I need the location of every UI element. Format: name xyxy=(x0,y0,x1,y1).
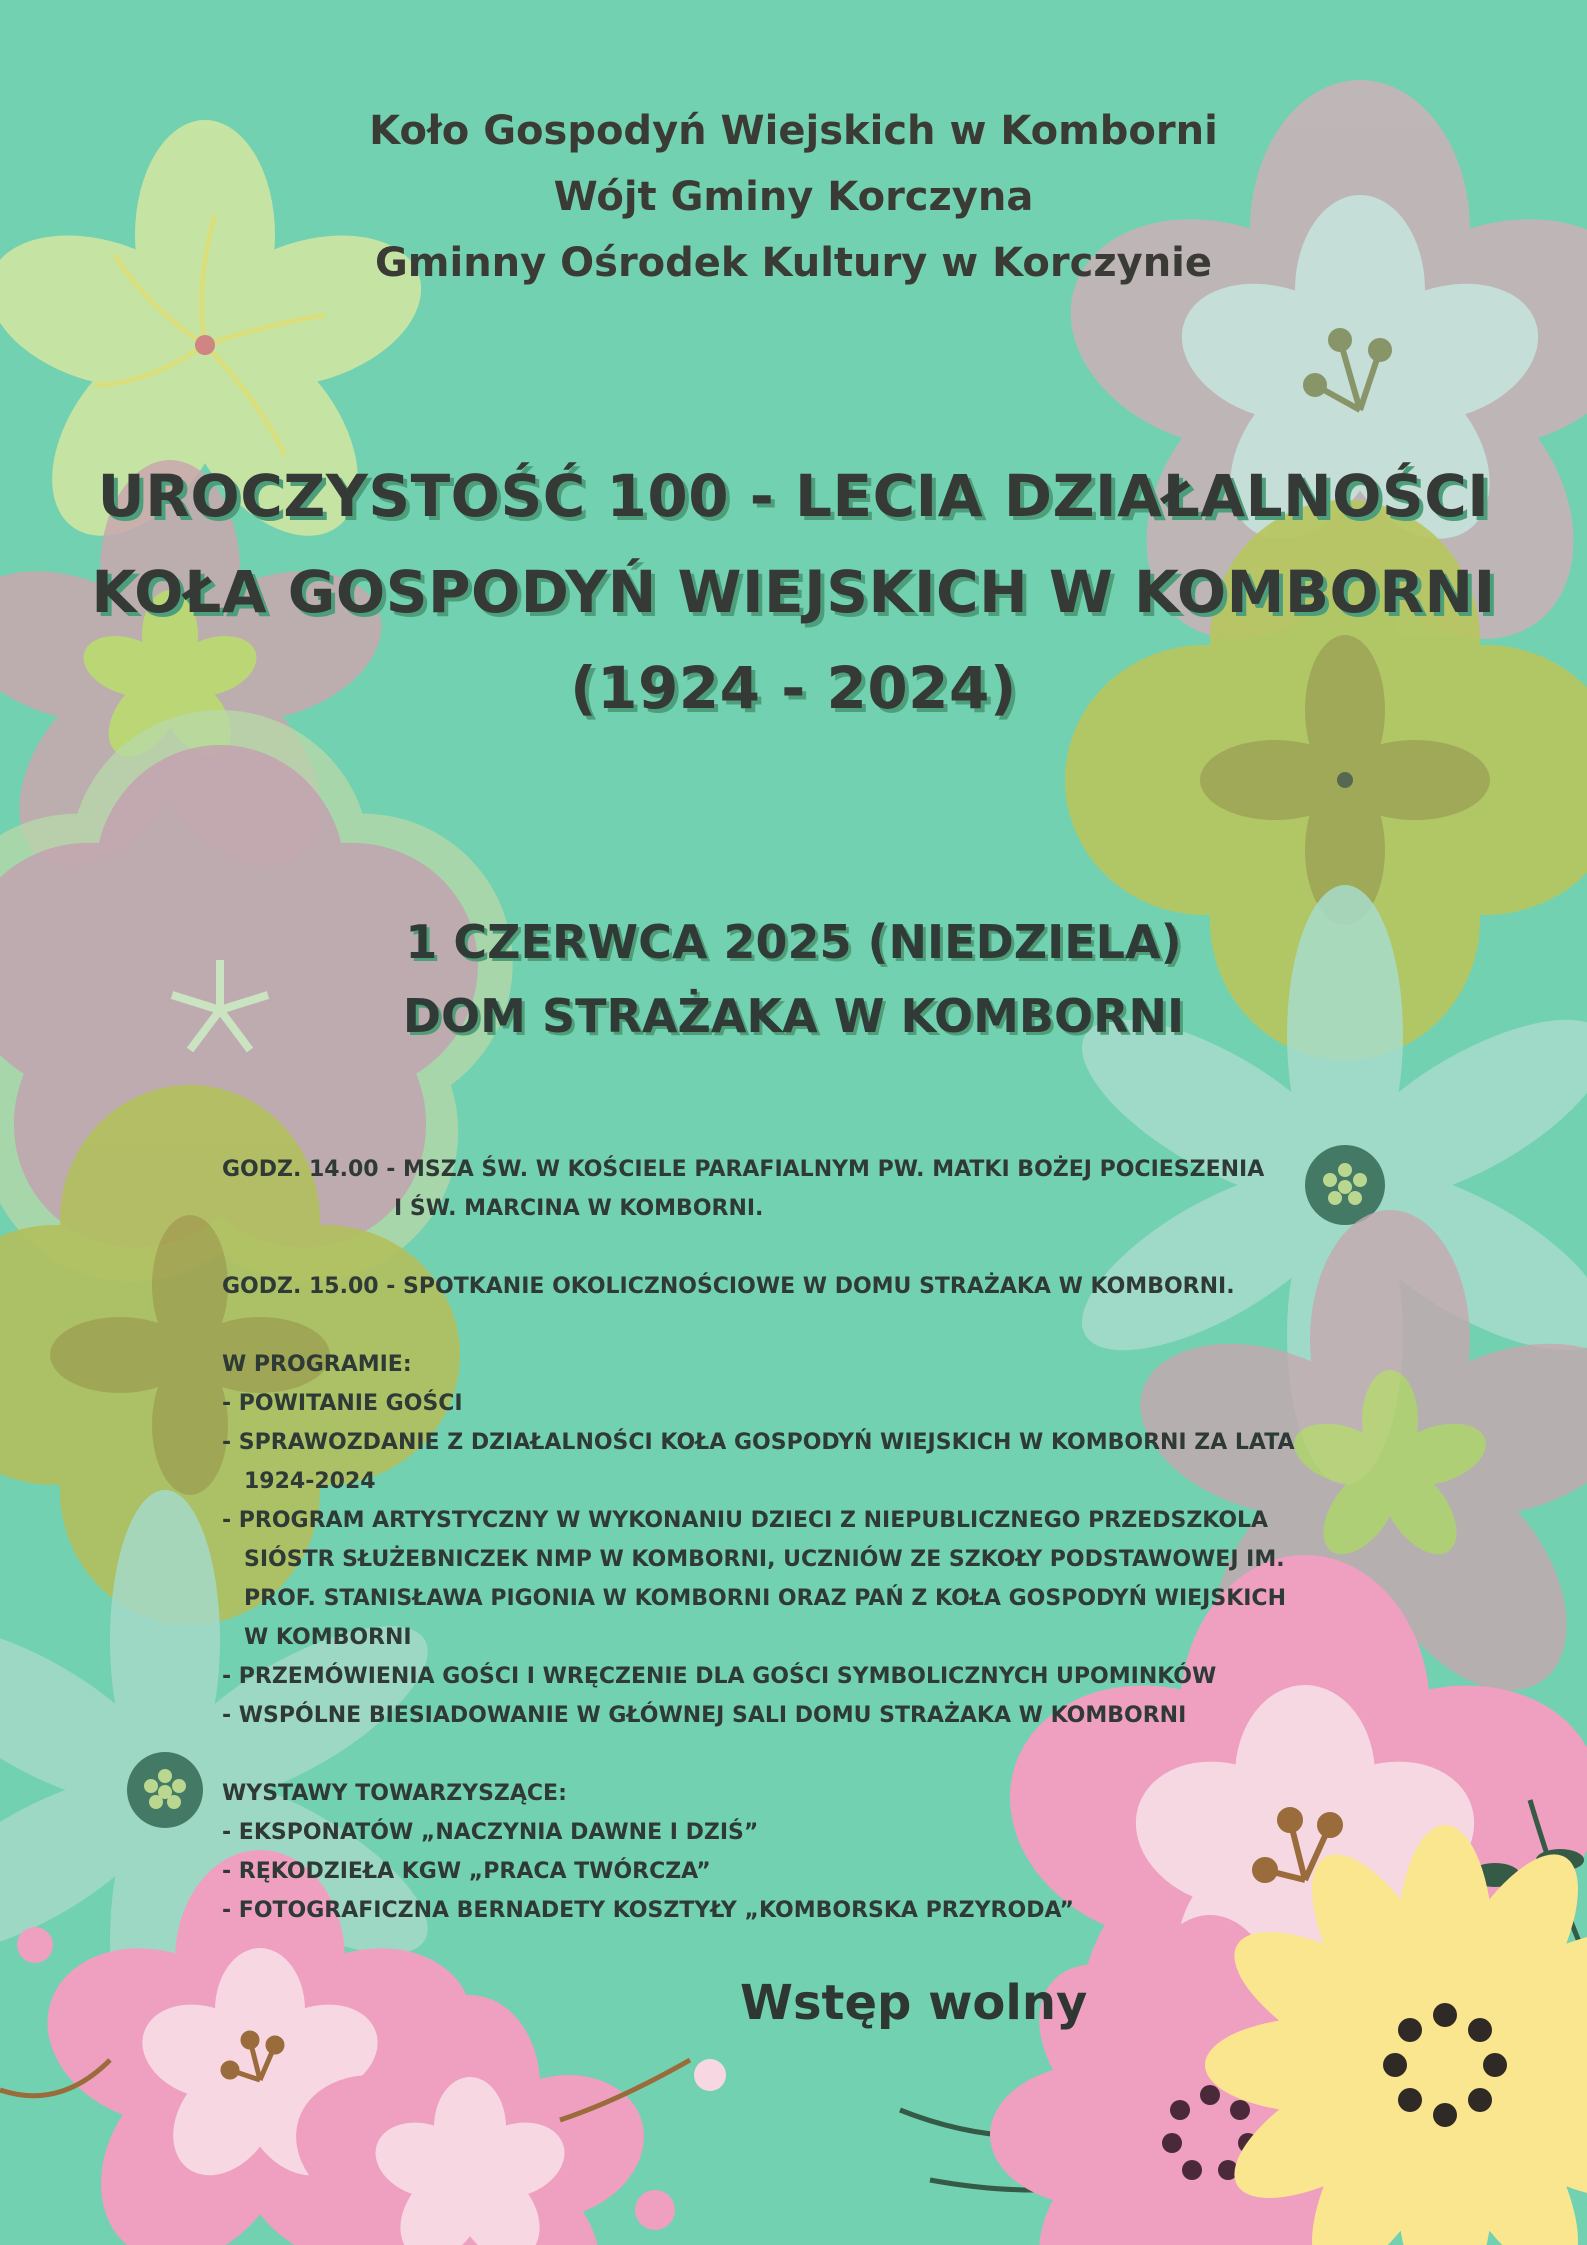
program-item: - PROGRAM ARTYSTYCZNY W WYKONANIU DZIECI Z NIEPUBLICZNEGO PRZEDSZKOLA xyxy=(222,1508,1269,1533)
program-item: - PRZEMÓWIENIA GOŚCI I WRĘCZENIE DLA GOŚCI SYMBOLICZNYCH UPOMINKÓW xyxy=(222,1664,1217,1689)
organizers-block xyxy=(0,98,1587,296)
exhibition-item: - RĘKODZIEŁA KGW „PRACA TWÓRCZA” xyxy=(222,1859,711,1884)
event-venue: DOM STRAŻAKA W KOMBORNI xyxy=(402,989,1185,1043)
program-item-continued: SIÓSTR SŁUŻEBNICZEK NMP W KOMBORNI, UCZNIÓW ZE SZKOŁY PODSTAWOWEJ IM. xyxy=(244,1547,1285,1572)
organizer-line: Wójt Gminy Korczyna xyxy=(553,174,1034,220)
event-title xyxy=(0,448,1587,736)
program-item-continued: 1924-2024 xyxy=(244,1469,376,1494)
event-info xyxy=(0,905,1587,1053)
schedule-mass-continued: I ŚW. MARCINA W KOMBORNI. xyxy=(394,1196,764,1221)
schedule xyxy=(222,1150,1372,1930)
program-item: - POWITANIE GOŚCI xyxy=(222,1391,463,1416)
free-entry: Wstęp wolny xyxy=(740,1975,1088,2031)
exhibition-item: - EKSPONATÓW „NACZYNIA DAWNE I DZIŚ” xyxy=(222,1820,759,1845)
title-line: KOŁA GOSPODYŃ WIEJSKICH W KOMBORNI xyxy=(91,558,1496,626)
program-item-continued: PROF. STANISŁAWA PIGONIA W KOMBORNI ORAZ PAŃ Z KOŁA GOSPODYŃ WIEJSKICH xyxy=(244,1586,1286,1611)
organizer-line: Koło Gospodyń Wiejskich w Komborni xyxy=(369,108,1218,154)
program-item: - WSPÓLNE BIESIADOWANIE W GŁÓWNEJ SALI DOMU STRAŻAKA W KOMBORNI xyxy=(222,1703,1187,1728)
schedule-meeting: GODZ. 15.00 - SPOTKANIE OKOLICZNOŚCIOWE W DOMU STRAŻAKA W KOMBORNI. xyxy=(222,1274,1235,1299)
title-line: UROCZYSTOŚĆ 100 - LECIA DZIAŁALNOŚCI xyxy=(97,462,1490,530)
exhibitions-heading: WYSTAWY TOWARZYSZĄCE: xyxy=(222,1781,567,1806)
program-item: - SPRAWOZDANIE Z DZIAŁALNOŚCI KOŁA GOSPODYŃ WIEJSKICH W KOMBORNI ZA LATA xyxy=(222,1430,1295,1455)
schedule-mass: GODZ. 14.00 - MSZA ŚW. W KOŚCIELE PARAFIALNYM PW. MATKI BOŻEJ POCIESZENIA xyxy=(222,1157,1265,1182)
organizer-line: Gminny Ośrodek Kultury w Korczynie xyxy=(374,240,1213,286)
program-heading: W PROGRAMIE: xyxy=(222,1352,412,1377)
exhibition-item: - FOTOGRAFICZNA BERNADETY KOSZTYŁY „KOMBORSKA PRZYRODA” xyxy=(222,1898,1074,1923)
program-item-continued: W KOMBORNI xyxy=(244,1625,412,1650)
title-line: (1924 - 2024) xyxy=(570,654,1017,722)
event-date: 1 CZERWCA 2025 (NIEDZIELA) xyxy=(405,915,1182,969)
